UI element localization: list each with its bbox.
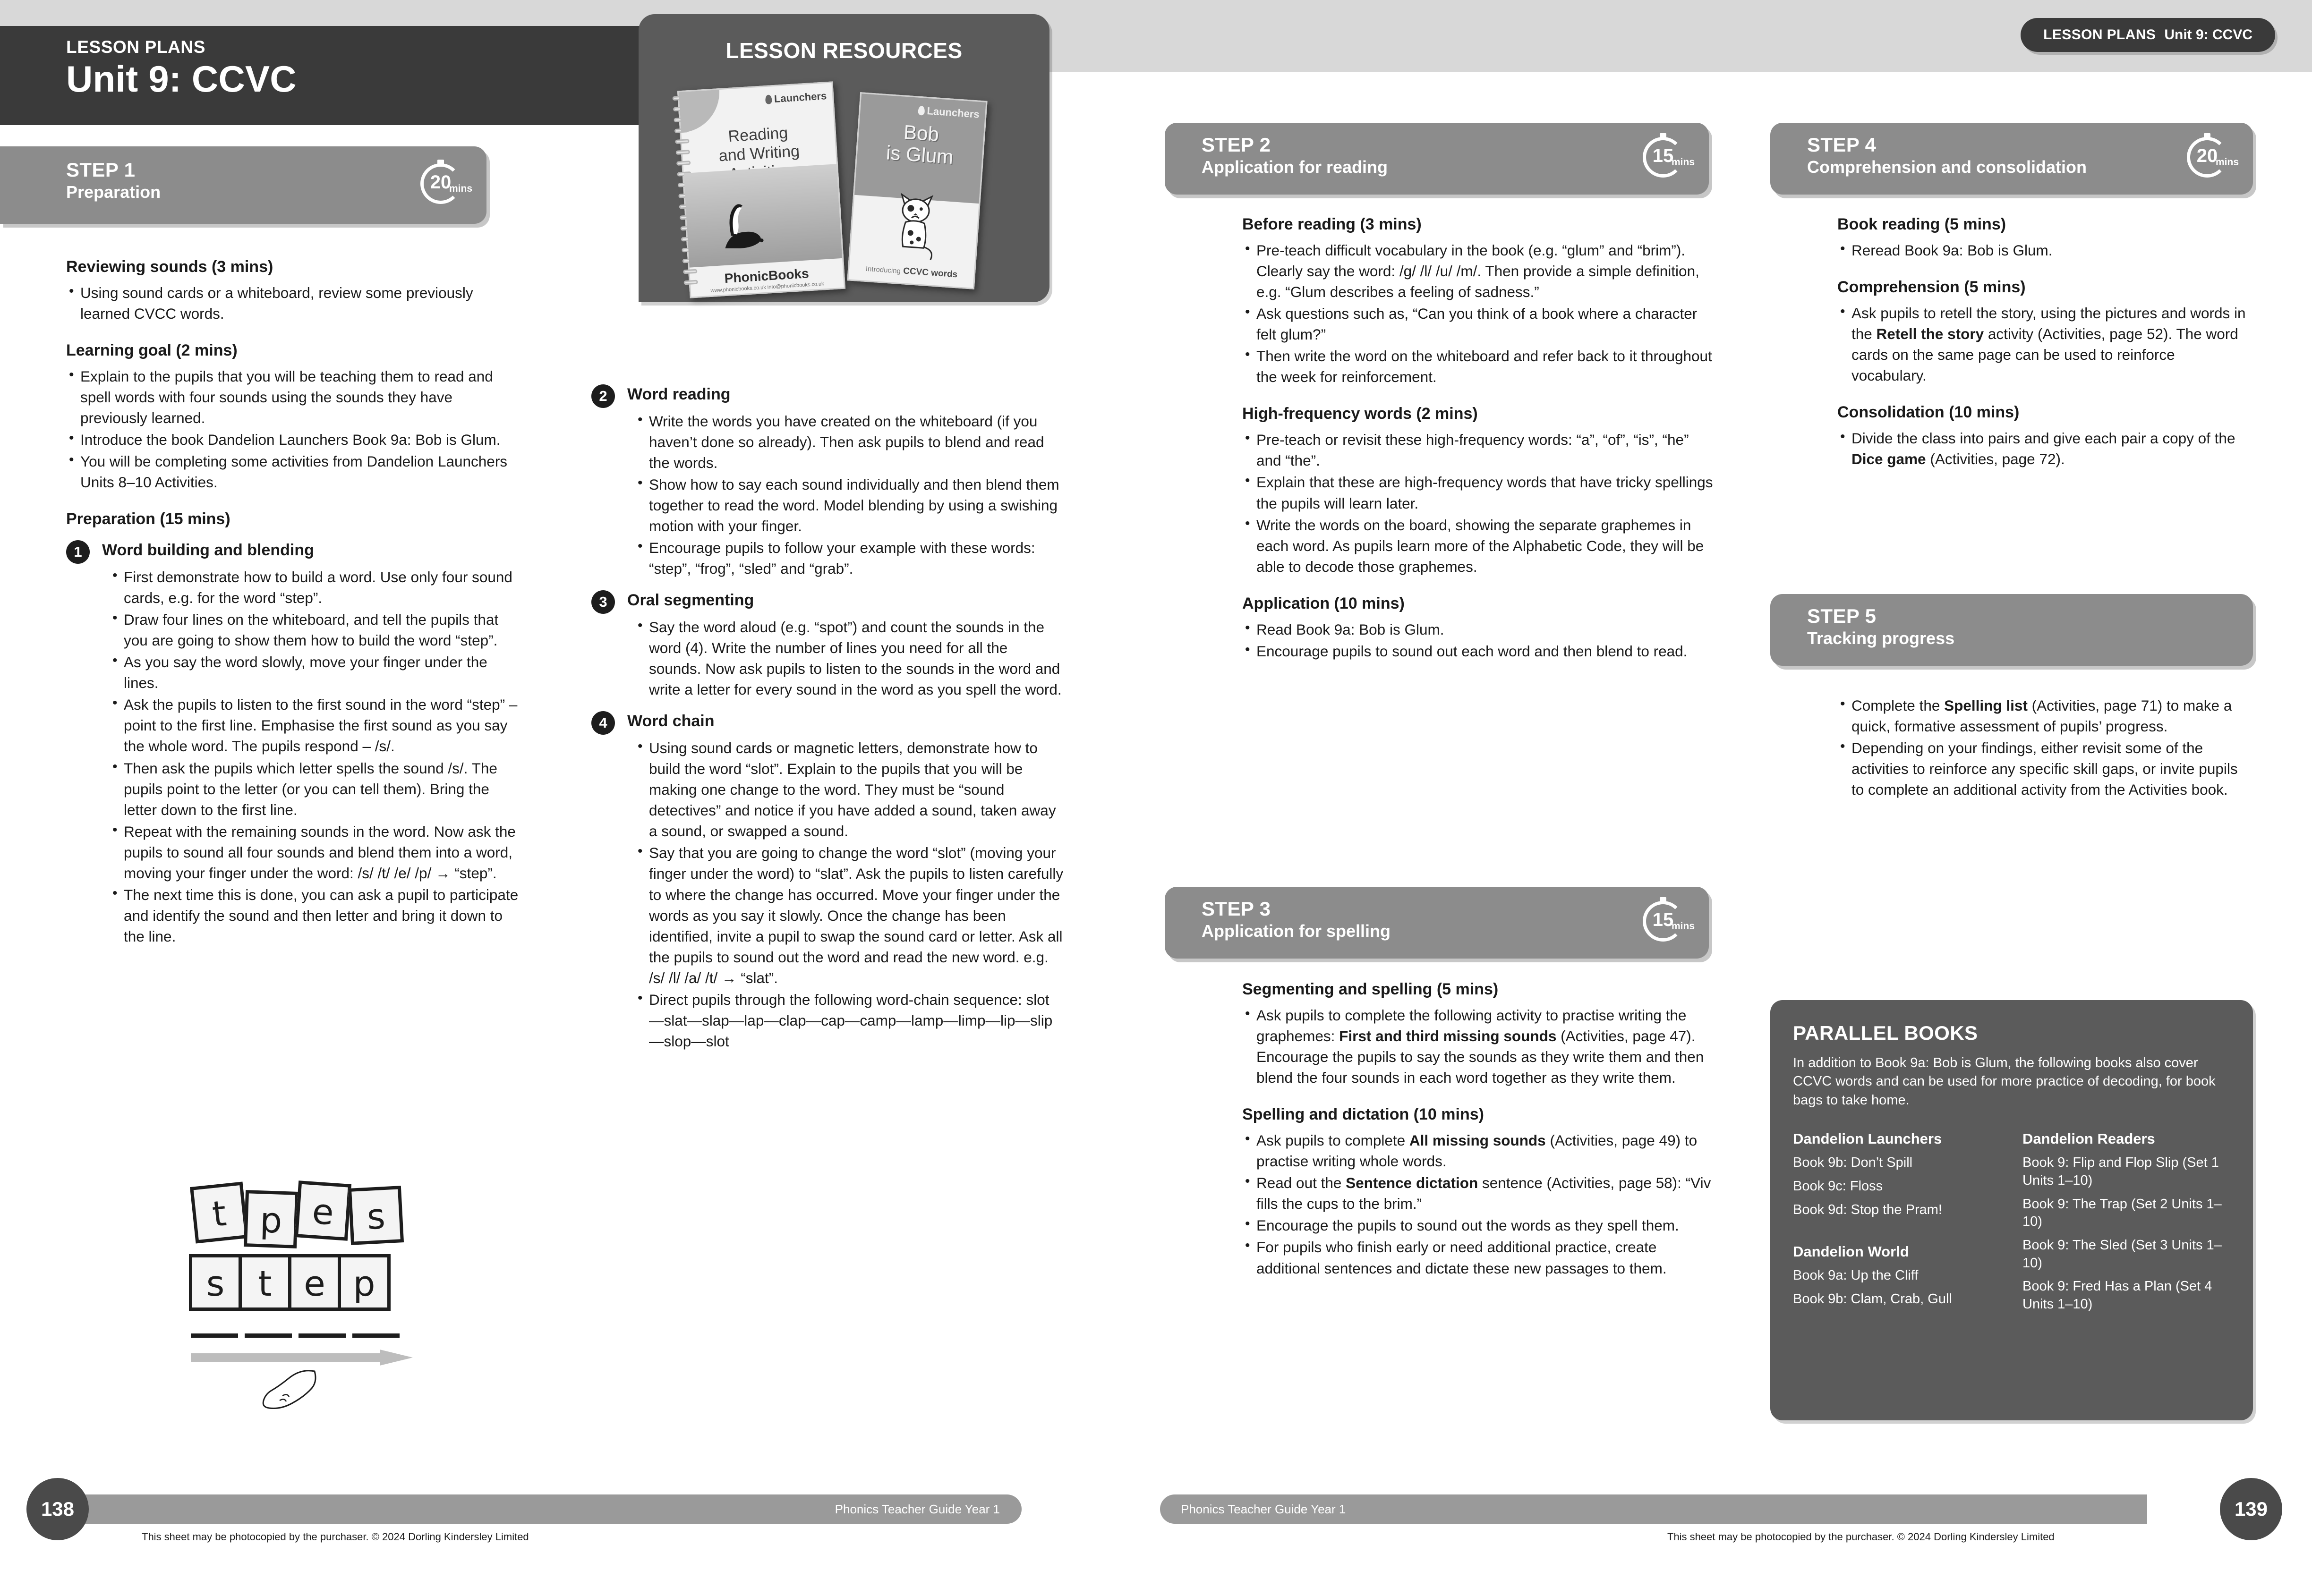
book-list-item: Book 9d: Stop the Pram! bbox=[1793, 1202, 1942, 1217]
bullet-list bbox=[110, 567, 520, 947]
section-heading: Reviewing sounds (3 mins) bbox=[66, 258, 273, 276]
numbered-step-2 bbox=[591, 383, 1064, 579]
section-heading: Segmenting and spelling (5 mins) bbox=[1242, 980, 1499, 998]
timer-icon-3 bbox=[1640, 896, 1693, 949]
unit-title-bar bbox=[0, 26, 657, 125]
book-list-item: Book 9: Fred Has a Plan (Set 4 Units 1–10) bbox=[2022, 1279, 2212, 1312]
spacer bbox=[1837, 262, 2253, 278]
sound-lines bbox=[191, 1332, 413, 1340]
bullet-item: • Divide the class into pairs and give each pair a copy of the Dice game (Activities, page 72). bbox=[1837, 428, 2253, 469]
bullet-list bbox=[1837, 695, 2253, 800]
numbered-step-title: Word reading bbox=[627, 385, 731, 403]
step-5-body bbox=[1837, 695, 2253, 801]
bullet-list bbox=[66, 366, 520, 493]
bullet-list bbox=[1242, 1130, 1715, 1279]
bullet-item: • Complete the Spelling list (Activities, page 71) to make a quick, formative assessment of pupils’ progress. bbox=[1837, 695, 2253, 737]
book-list-item: Book 9c: Floss bbox=[1793, 1179, 1883, 1194]
right-page bbox=[1134, 0, 2312, 1596]
bullet-item: • Direct pupils through the following word-chain sequence: slot—slat—slap—lap—clap—cap—camp—lamp—limp—lip—slip—slop—slot bbox=[635, 989, 1064, 1052]
bullet-list bbox=[1242, 429, 1715, 577]
book-cover-bob-is-glum bbox=[847, 92, 987, 289]
book-list-item: Book 9: Flip and Flop Slip (Set 1 Units 1–10) bbox=[2022, 1155, 2219, 1188]
bullet-item: • Ask pupils to retell the story, using the pictures and words in the Retell the story activity (Activities, page 52). The word cards on the same page can be used to reinforce vocabulary. bbox=[1837, 303, 2253, 386]
blending-arrow-icon bbox=[191, 1350, 413, 1366]
bullet-item: • Explain to the pupils that you will be teaching them to read and spell words with four sounds using the sounds they have previously learned. bbox=[66, 366, 520, 428]
phonicbooks-url: www.phonicbooks.co.uk info@phonicbooks.co.uk bbox=[710, 281, 825, 294]
dandelion-corner-graphic bbox=[679, 90, 722, 133]
bullet-item: • Ask pupils to complete All missing sounds (Activities, page 49) to practise writing whole words. bbox=[1242, 1130, 1715, 1172]
step-3-minutes: 15 bbox=[1652, 909, 1674, 930]
word-tile-s: s bbox=[189, 1254, 242, 1311]
spacer bbox=[66, 493, 520, 509]
copyright-left: This sheet may be photocopied by the purchaser. © 2024 Dorling Kindersley Limited bbox=[142, 1531, 529, 1543]
bullet-item: • Read out the Sentence dictation sentence (Activities, page 58): “Viv fills the cups to the brim.” bbox=[1242, 1172, 1715, 1214]
flame-icon bbox=[765, 94, 772, 104]
right-footer-bar bbox=[1160, 1494, 2147, 1524]
running-header-unit: Unit 9: CCVC bbox=[2164, 27, 2252, 42]
bullet-item: • Ask questions such as, “Can you think of a book where a character felt glum?” bbox=[1242, 303, 1715, 345]
word-tile-t: t bbox=[239, 1254, 291, 1311]
bullet-item: • Show how to say each sound individually and then blend them together to read the word. Model blending by using a swishing motion with your finger. bbox=[635, 474, 1064, 536]
step-1-mins-label: mins bbox=[449, 183, 472, 194]
numbered-step-4 bbox=[591, 710, 1064, 1052]
parallel-books-title: PARALLEL BOOKS bbox=[1793, 1022, 1978, 1044]
step-3-number: STEP 3 bbox=[1202, 898, 1271, 920]
bullet-list bbox=[635, 738, 1064, 1052]
bullet-list bbox=[1242, 1005, 1715, 1088]
bullet-item: • Using sound cards or magnetic letters, demonstrate how to build the word “slot”. Explain to the pupils that you will be making one change to the word. They must be “sound detectives” and notice if you have added a sound, taken away a sound, or swapped a sound. bbox=[635, 738, 1064, 841]
bullet-item: • As you say the word slowly, move your finger under the lines. bbox=[110, 652, 520, 693]
lesson-plans-kicker: LESSON PLANS bbox=[66, 37, 206, 57]
step-4-subtitle: Comprehension and consolidation bbox=[1807, 157, 2087, 177]
bullet-item: • Pre-teach difficult vocabulary in the book (e.g. “glum” and “brim”). Clearly say the word: /g/ /l/ /u/ /m/. Then provide a simple definition, e.g. “Glum describes a feeling of sadness.” bbox=[1242, 240, 1715, 302]
page-number-left: 138 bbox=[26, 1478, 89, 1540]
step-number-badge: 4 bbox=[591, 711, 615, 735]
bullet-item: • Encourage pupils to follow your example with these words: “step”, “frog”, “sled” and “grab”. bbox=[635, 537, 1064, 579]
section-heading: High-frequency words (2 mins) bbox=[1242, 405, 1478, 423]
running-title-right: Phonics Teacher Guide Year 1 bbox=[1181, 1502, 1346, 1516]
step-1-column-1 bbox=[66, 257, 520, 948]
step-number-badge: 2 bbox=[591, 384, 615, 408]
step-4-header bbox=[1770, 123, 2253, 195]
bullet-list bbox=[635, 411, 1064, 579]
bullet-item: • Ask the pupils to listen to the first sound in the word “step” – point to the first line. Emphasise the first sound as you say the whole word. The pupils respond – /s/. bbox=[110, 694, 520, 756]
timer-icon-2 bbox=[1640, 132, 1693, 185]
spacer bbox=[1837, 387, 2253, 403]
bullet-item: • First demonstrate how to build a word. Use only four sound cards, e.g. for the word “step”. bbox=[110, 567, 520, 608]
step-2-minutes: 15 bbox=[1652, 145, 1674, 166]
spacer bbox=[1242, 1089, 1715, 1105]
bullet-item: • Ask pupils to complete the following activity to practise writing the graphemes: First and third missing sounds (Activities, page 47). Encourage the pupils to say the sounds as they write them and then blend the four sounds in each word together as they write them. bbox=[1242, 1005, 1715, 1088]
lesson-resources-panel bbox=[639, 14, 1049, 302]
parallel-books-panel bbox=[1770, 1000, 2253, 1420]
bullet-item: • Pre-teach or revisit these high-frequency words: “a”, “of”, “is”, “he” and “the”. bbox=[1242, 429, 1715, 471]
step-5-number: STEP 5 bbox=[1807, 605, 1877, 627]
parallel-books-column-right bbox=[2022, 1130, 2230, 1319]
step-number-badge: 3 bbox=[591, 590, 615, 614]
bullet-list bbox=[1837, 303, 2253, 386]
spacer bbox=[1793, 1224, 2001, 1243]
step-1-header bbox=[0, 146, 486, 224]
book-cover-title-2: Bob is Glum bbox=[885, 120, 954, 169]
section-heading: Before reading (3 mins) bbox=[1242, 215, 1422, 233]
numbered-step-title: Oral segmenting bbox=[627, 591, 754, 610]
numbered-step-1 bbox=[66, 539, 520, 947]
book-cover-activities bbox=[677, 81, 845, 298]
parallel-books-column-left bbox=[1793, 1130, 2001, 1319]
running-header-label: LESSON PLANS bbox=[2043, 27, 2156, 42]
step-3-mins-label: mins bbox=[1671, 921, 1695, 932]
lesson-resources-title: LESSON RESOURCES bbox=[725, 38, 963, 63]
bullet-item: • Reread Book 9a: Bob is Glum. bbox=[1837, 240, 2253, 261]
step-1-column-2 bbox=[591, 373, 1064, 1053]
bullet-item: • You will be completing some activities from Dandelion Launchers Units 8–10 Activities. bbox=[66, 451, 520, 492]
book-list-item: Book 9b: Clam, Crab, Gull bbox=[1793, 1291, 1952, 1307]
preparation-heading: Preparation (15 mins) bbox=[66, 510, 230, 528]
step-5-header bbox=[1770, 594, 2253, 666]
launchers-brand-label-2: Launchers bbox=[918, 104, 980, 121]
running-title-left: Phonics Teacher Guide Year 1 bbox=[835, 1502, 1000, 1516]
word-tile-e: e bbox=[288, 1254, 341, 1311]
bullet-item: • Write the words on the board, showing the separate graphemes in each word. As pupils learn more of the Alphabetic Code, they will be able to decode those graphemes. bbox=[1242, 515, 1715, 577]
scatter-tile-t: t bbox=[190, 1181, 248, 1243]
bullet-list bbox=[1837, 428, 2253, 469]
section-heading: Comprehension (5 mins) bbox=[1837, 278, 2026, 296]
scatter-tile-e: e bbox=[295, 1180, 351, 1241]
spacer bbox=[66, 325, 520, 341]
step-1-number: STEP 1 bbox=[66, 159, 136, 181]
timer-icon bbox=[418, 159, 470, 212]
step-4-mins-label: mins bbox=[2215, 157, 2239, 168]
skunk-icon bbox=[708, 198, 782, 259]
bullet-item: • Read Book 9a: Bob is Glum. bbox=[1242, 619, 1715, 640]
bullet-item: • Encourage pupils to sound out each word and then blend to read. bbox=[1242, 641, 1715, 662]
book-covers-stage bbox=[639, 63, 1049, 294]
bullet-item: • Using sound cards or a whiteboard, review some previously learned CVCC words. bbox=[66, 282, 520, 324]
bullet-item: • Explain that these are high-frequency words that have tricky spellings the pupils will learn later. bbox=[1242, 472, 1715, 513]
book-list-item: Book 9: The Trap (Set 2 Units 1–10) bbox=[2022, 1196, 2222, 1230]
timer-icon-4 bbox=[2184, 132, 2237, 185]
word-building-illustration bbox=[189, 1176, 482, 1402]
step-2-number: STEP 2 bbox=[1202, 134, 1271, 156]
bullet-item: • Say that you are going to change the word “slot” (moving your finger under the word) to “slat”. Ask the pupils to listen carefully to where the change has occurred. Move your finger under the words as you say it slowly. Once the change has been identified, invite a pupil to swap the sound card or letter. Ask all the pupils to sound out the word and read the new word. e.g. /s/ /l/ /a/ /t/ → “slat”. bbox=[635, 842, 1064, 988]
bullet-item: • Introduce the book Dandelion Launchers Book 9a: Bob is Glum. bbox=[66, 429, 520, 450]
numbered-step-3 bbox=[591, 589, 1064, 700]
bullet-list bbox=[1242, 240, 1715, 388]
book-list-item: Book 9b: Don’t Spill bbox=[1793, 1155, 1913, 1171]
step-2-header bbox=[1165, 123, 1709, 195]
bullet-list bbox=[1837, 240, 2253, 261]
step-5-subtitle: Tracking progress bbox=[1807, 628, 1955, 648]
spacer bbox=[1242, 662, 1715, 679]
bullet-item: • Encourage the pupils to sound out the words as they spell them. bbox=[1242, 1215, 1715, 1236]
book-cover-footer: Introducing CCVC words bbox=[865, 264, 958, 280]
step-3-header bbox=[1165, 887, 1709, 959]
step-2-mins-label: mins bbox=[1671, 157, 1695, 168]
section-heading: Application (10 mins) bbox=[1242, 594, 1405, 612]
section-heading: Spelling and dictation (10 mins) bbox=[1242, 1105, 1484, 1124]
bullet-item: • Then write the word on the whiteboard and refer back to it throughout the week for reinforcement. bbox=[1242, 346, 1715, 387]
bullet-list bbox=[635, 617, 1064, 700]
numbered-step-title: Word chain bbox=[627, 712, 715, 730]
bullet-item: • Draw four lines on the whiteboard, and tell the pupils that you are going to show them how to build the word “step”. bbox=[110, 609, 520, 651]
book-cover-title: Reading and Writing bbox=[681, 120, 838, 202]
step-3-body bbox=[1242, 980, 1715, 1296]
flame-icon-2 bbox=[918, 106, 925, 116]
launchers-brand-label: Launchers bbox=[765, 90, 827, 106]
word-tile-p: p bbox=[338, 1254, 391, 1311]
pointing-hand-icon bbox=[260, 1367, 326, 1409]
book-list-item: Book 9a: Up the Cliff bbox=[1793, 1268, 1919, 1283]
copyright-right: This sheet may be photocopied by the purchaser. © 2024 Dorling Kindersley Limited bbox=[1667, 1531, 2055, 1543]
running-header-tag bbox=[2021, 18, 2275, 52]
book-list-item: Book 9: The Sled (Set 3 Units 1–10) bbox=[2022, 1238, 2222, 1271]
bullet-item: • For pupils who finish early or need additional practice, create additional sentences and dictate these new passages to them. bbox=[1242, 1237, 1715, 1278]
step-3-subtitle: Application for spelling bbox=[1202, 921, 1391, 941]
step-2-subtitle: Application for reading bbox=[1202, 157, 1388, 177]
numbered-step-title: Word building and blending bbox=[102, 541, 314, 560]
parallel-books-intro: In addition to Book 9a: Bob is Glum, the following books also cover CCVC words and can be used for more practice of decoding, for book bags to take home. bbox=[1793, 1055, 2216, 1108]
scatter-tile-s: s bbox=[348, 1186, 404, 1245]
bullet-list bbox=[1242, 619, 1715, 662]
bullet-item: • Then ask the pupils which letter spells the sound /s/. The pupils point to the letter (or you can tell them). Bring the letter down to the first line. bbox=[110, 758, 520, 820]
step-1-minutes: 20 bbox=[430, 172, 452, 193]
spacer bbox=[1837, 470, 2253, 486]
section-heading: Consolidation (10 mins) bbox=[1837, 403, 2020, 422]
step-4-minutes: 20 bbox=[2196, 145, 2218, 166]
book-series-heading: Dandelion Launchers bbox=[1793, 1130, 1942, 1147]
left-footer-bar bbox=[60, 1494, 1022, 1524]
page-number-right: 139 bbox=[2220, 1478, 2282, 1540]
bullet-item: • Say the word aloud (e.g. “spot”) and count the sounds in the word (4). Write the number of lines you need for all the sounds. Now ask pupils to listen to the sounds in the word and write a letter for every sound in the word as you spell the word. bbox=[635, 617, 1064, 700]
bullet-item: • Write the words you have created on the whiteboard (if you haven’t done so already). Then ask pupils to blend and read the words. bbox=[635, 411, 1064, 473]
bullet-list bbox=[66, 282, 520, 324]
section-heading: Book reading (5 mins) bbox=[1837, 215, 2006, 233]
page-title: Unit 9: CCVC bbox=[66, 58, 297, 100]
skunk-photo bbox=[684, 164, 843, 267]
spacer bbox=[1242, 1280, 1715, 1296]
bullet-item: • The next time this is done, you can ask a pupil to participate and identify the sound and then letter and bring it down to the line. bbox=[110, 884, 520, 947]
bullet-item: • Depending on your findings, either revisit some of the activities to reinforce any specific skill gaps, or invite pupils to complete an additional activity from the Activities book. bbox=[1837, 738, 2253, 800]
scatter-tile-p: p bbox=[244, 1190, 299, 1248]
step-4-body bbox=[1837, 215, 2253, 486]
step-1-subtitle: Preparation bbox=[66, 182, 161, 202]
step-2-body bbox=[1242, 215, 1715, 679]
book-series-heading: Dandelion World bbox=[1793, 1243, 1909, 1260]
book-series-heading: Dandelion Readers bbox=[2022, 1130, 2155, 1147]
step-number-badge: 1 bbox=[66, 540, 90, 564]
step-4-number: STEP 4 bbox=[1807, 134, 1877, 156]
phonicbooks-logo: PhonicBooks bbox=[724, 266, 810, 286]
left-page bbox=[0, 0, 1082, 1596]
bullet-item: • Repeat with the remaining sounds in the word. Now ask the pupils to sound all four sounds and blend them into a word, moving your finger under the word: /s/ /t/ /e/ /p/ → “step”. bbox=[110, 821, 520, 883]
section-heading: Learning goal (2 mins) bbox=[66, 341, 238, 359]
spacer bbox=[1242, 578, 1715, 594]
cat-icon bbox=[884, 188, 946, 263]
word-row-step bbox=[189, 1254, 387, 1311]
spacer bbox=[1242, 388, 1715, 404]
